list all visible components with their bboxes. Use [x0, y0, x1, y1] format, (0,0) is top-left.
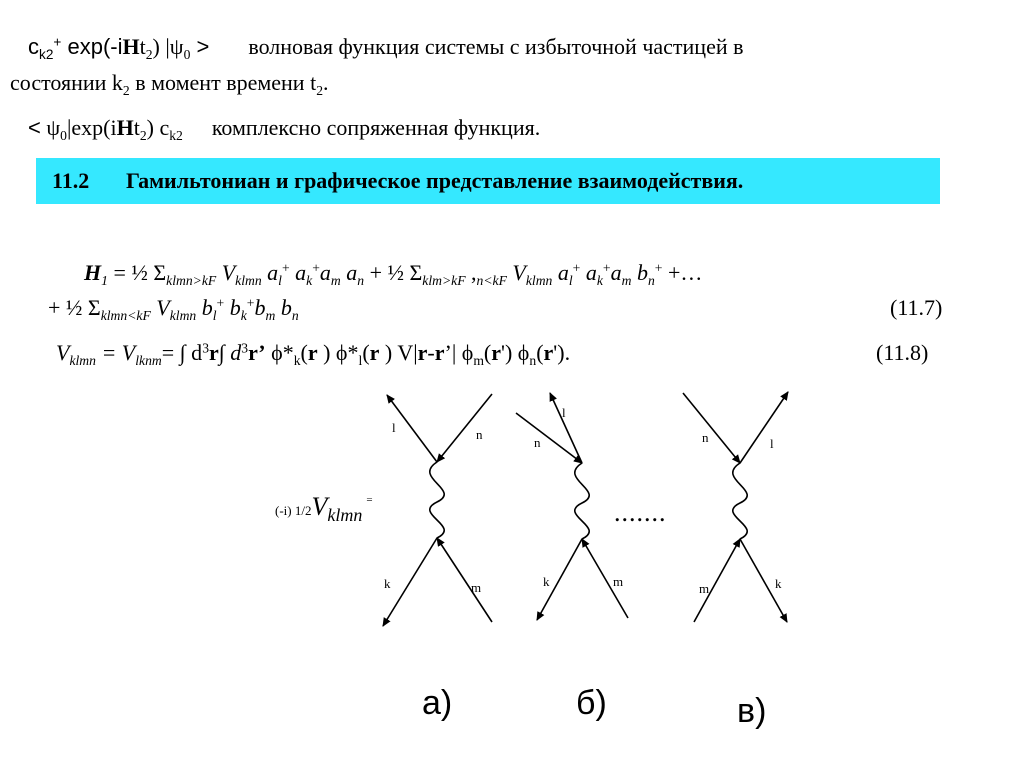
diagram-c-label-n: n	[702, 430, 709, 445]
diagram-b-label-m: m	[613, 574, 624, 589]
diagram-c-label-l: l	[770, 436, 774, 451]
diagram-a-label-n: n	[476, 427, 483, 442]
state-line: состоянии $k_2$ в момент времени $t_2$.	[10, 70, 329, 98]
hamiltonian-symbol: H	[122, 34, 140, 59]
equation-number-11-7: (11.7)	[890, 295, 943, 320]
caption-a: а)	[422, 684, 453, 722]
wavefunction-description: волновая функция системы с избыточной частицей в	[248, 34, 744, 59]
caption-c: в)	[737, 692, 767, 730]
diagram-c-line-n	[683, 393, 740, 463]
conjugate-line: < $\psi_0|\exp(iHt_2)$ $c_{k2}$ комплексно сопряженная функция.	[28, 115, 541, 143]
diagram-b	[516, 393, 628, 620]
caption-b: б)	[576, 684, 607, 722]
diagram-b-label-k: k	[543, 574, 550, 589]
diagram-b-line-n	[516, 413, 582, 463]
section-number: 11.2	[52, 168, 90, 193]
diagram-c-wavy	[733, 463, 747, 539]
conjugate-description: комплексно сопряженная функция.	[211, 115, 541, 140]
diagram-a-line-m	[437, 538, 492, 622]
diagram-b-wavy	[575, 463, 589, 539]
diagram-a-line-k	[383, 538, 437, 626]
diagram-a-label-m: m	[471, 580, 482, 595]
equation-number-11-8: (11.8)	[876, 340, 929, 365]
equation-11-8: $V_{klmn} = V_{lknm}=$ ∫ $d^3r\int$ $d^3r$’ $\phi*_k(r$ ) $\phi*_l(r$ ) V|r-r’| $\phi_m(r')$ $\phi_n(r')$.	[56, 340, 571, 368]
equation-11-7-line2: + ½ $\Sigma_{klmn<kF}$ $V_{klmn}$ $b_l^+$ $b_k^+b_m$ $b_n$	[48, 295, 299, 323]
section-title: Гамильтониан и графическое представление взаимодействия.	[126, 168, 744, 193]
diagram-c-label-m: m	[699, 581, 710, 596]
diagram-b-label-n: n	[534, 435, 541, 450]
diagram-c-line-l	[740, 392, 788, 463]
diagram-b-label-l: l	[562, 405, 566, 420]
vertex-coefficient: (-i) $1/2V_{klmn}^=$	[275, 492, 373, 525]
diagram-a-label-k: k	[384, 576, 391, 591]
equation-11-7-line1: $H_1$ = ½ $\Sigma_{klmn>kF}$ $V_{klmn}$ $a_l^+$ $a_k^+a_m$ $a_n$ + ½ $\Sigma_{klm>kF}$ $,_{n<kF}$ $V_{klmn}$ $a_l^+$ $a_k^+a_m$ $b_n^+$ +…	[84, 260, 703, 288]
diagram-c-label-k: k	[775, 576, 782, 591]
diagram-a-label-l: l	[392, 420, 396, 435]
wavefunction-line: $c_{k2}^+$ exp(-iHt$_2$) $|\psi_0$ > волновая функция системы с избыточной частицей в	[28, 34, 744, 62]
ck2-symbol: $c_{k2}^+$	[28, 34, 62, 62]
diagram-b-line-l	[550, 393, 582, 463]
diagram-a-line-n	[437, 394, 492, 462]
diagram-a-wavy	[430, 462, 444, 538]
exp-text: exp(-i	[61, 34, 123, 59]
ellipsis: .......	[614, 498, 667, 527]
